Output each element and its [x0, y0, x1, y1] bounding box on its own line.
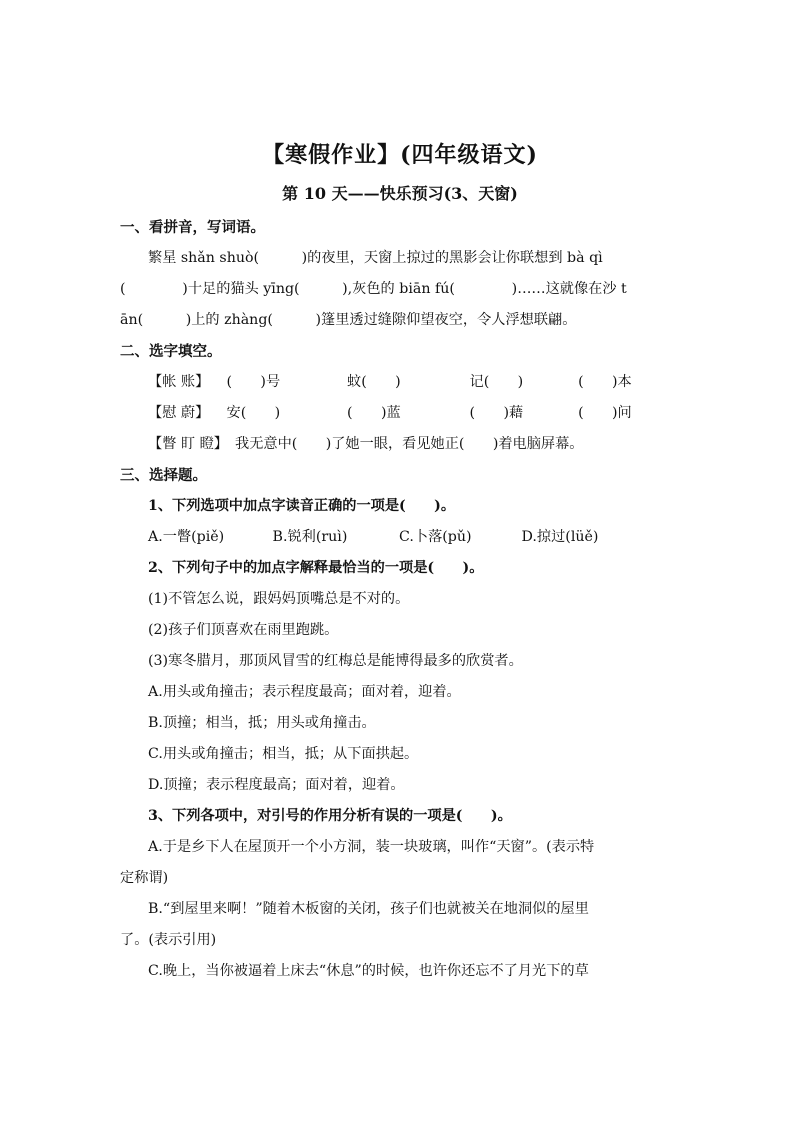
option-c: C.卜落(pǔ): [399, 529, 472, 545]
blank-item: ( )本: [578, 374, 632, 390]
option-a: A.一瞥(piě): [148, 529, 225, 545]
question-2-sentence-3: (3)寒冬腊月，那顶风冒雪的红梅总是能博得最多的欣赏者。: [148, 653, 523, 669]
blank-item: ( )蓝: [347, 405, 401, 421]
question-2-option-c: C.用头或角撞击；相当，抵；从下面拱起。: [148, 746, 419, 762]
word-choice-row-3: 【瞥 盯 瞪】 我无意中( )了她一眼，看见她正( )着电脑屏幕。: [148, 436, 584, 452]
question-2-option-b: B.顶撞；相当，抵；用头或角撞击。: [148, 715, 376, 731]
blank-item: 安( ): [226, 405, 281, 421]
question-3-option-a-line-1: A.于是乡下人在屋顶开一个小方洞，装一块玻璃，叫作“天窗”。(表示特: [148, 839, 595, 855]
question-3-option-b-line-1: B.“到屋里来啊！”随着木板窗的关闭，孩子们也就被关在地洞似的屋里: [148, 901, 589, 917]
word-choice-row: [120, 367, 680, 398]
question-3: 3、下列各项中，对引号的作用分析有误的一项是( )。: [148, 808, 512, 824]
sec1-line-1: 繁星 shǎn shuò( )的夜里，天窗上掠过的黑影会让你联想到 bà qì: [148, 250, 603, 266]
question-2-sentence-1: (1)不管怎么说，跟妈妈顶嘴总是不对的。: [148, 591, 410, 607]
question-2-sentence-2: (2)孩子们顶喜欢在雨里跑跳。: [148, 622, 339, 638]
sec1-line-2: ( )十足的猫头 yīng( ),灰色的 biān fú( )……这就像在沙 t: [120, 281, 627, 297]
sec1-line-3: ān( )上的 zhàng( )篷里透过缝隙仰望夜空，令人浮想联翩。: [120, 312, 577, 328]
question-3-option-b-line-2: 了。(表示引用): [120, 932, 217, 948]
option-d: D.掠过(lüě): [521, 529, 599, 545]
option-b: B.锐利(ruì): [272, 529, 348, 545]
section-3-heading: 三、选择题。: [120, 467, 207, 484]
question-2-option-d: D.顶撞；表示程度最高；面对着，迎着。: [148, 777, 405, 793]
question-1: 1、下列选项中加点字读音正确的一项是( )。: [148, 498, 456, 514]
question-2: 2、下列句子中的加点字解释最恰当的一项是( )。: [148, 560, 484, 576]
question-1-options: [120, 522, 680, 553]
blank-item: 蚊( ): [347, 374, 401, 390]
page-subtitle: 第 10 天——快乐预习(3、天窗): [282, 184, 518, 203]
blank-item: ( )问: [578, 405, 632, 421]
section-2-heading: 二、选字填空。: [120, 343, 222, 360]
section-1-heading: 一、看拼音，写词语。: [120, 219, 265, 236]
choice-label: 【帐 账】: [148, 374, 210, 390]
blank-item: 记( ): [469, 374, 524, 390]
worksheet-page: [120, 140, 680, 987]
blank-item: ( )藉: [469, 405, 524, 421]
choice-label: 【慰 蔚】: [148, 405, 210, 421]
question-3-option-a-line-2: 定称谓): [120, 870, 169, 886]
page-title: 【寒假作业】(四年级语文): [262, 142, 538, 168]
blank-item: ( )号: [226, 374, 281, 390]
word-choice-row: [120, 398, 680, 429]
question-2-option-a: A.用头或角撞击；表示程度最高；面对着，迎着。: [148, 684, 461, 700]
question-3-option-c-line-1: C.晚上，当你被逼着上床去“休息”的时候，也许你还忘不了月光下的草: [148, 963, 589, 979]
